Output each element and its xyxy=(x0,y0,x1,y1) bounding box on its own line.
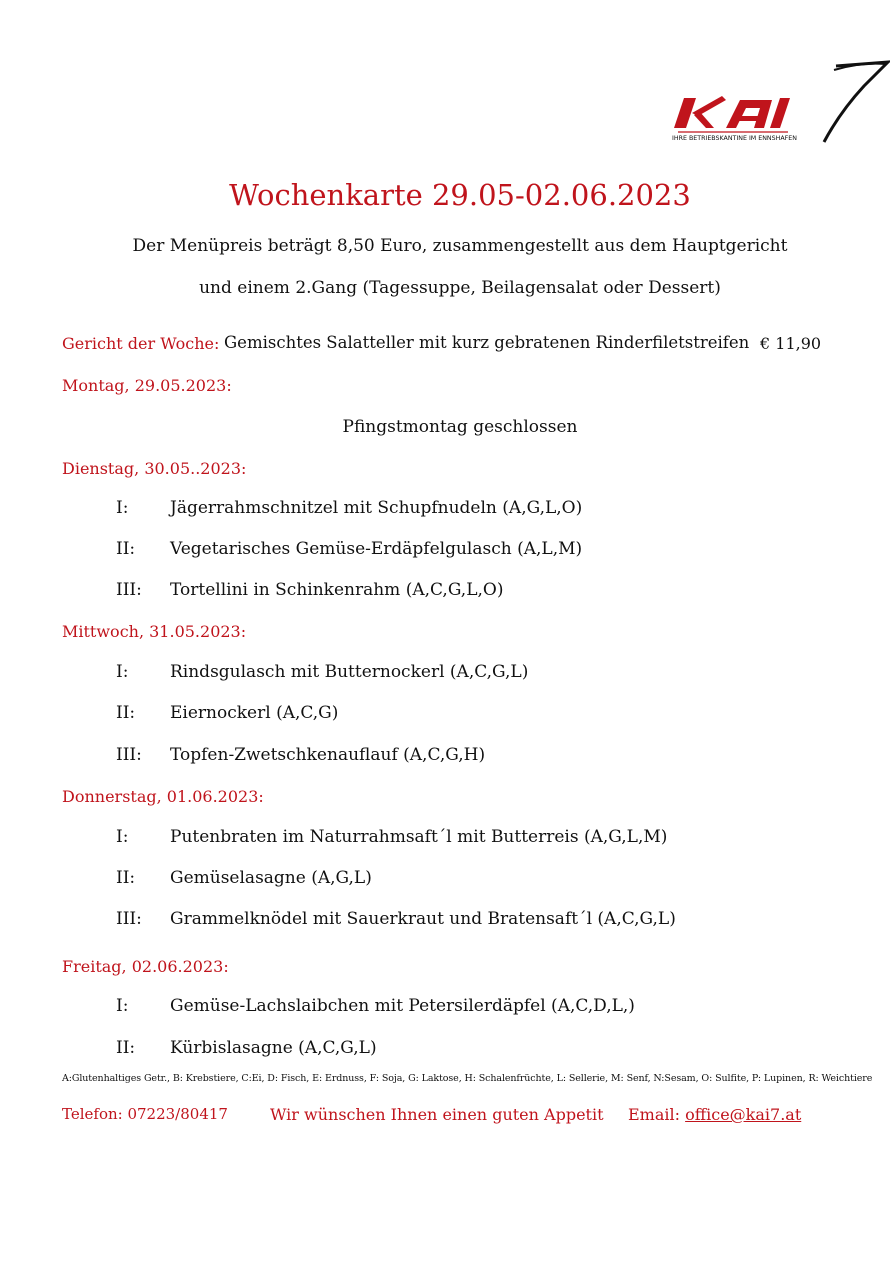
menu-dish: Vegetarisches Gemüse-Erdäpfelgulasch (A,L,M) xyxy=(170,539,583,559)
menu-dish: Gemüse-Lachslaibchen mit Petersilerdäpfel (A,C,D,L,) xyxy=(170,996,635,1016)
menu-dish: Jägerrahmschnitzel mit Schupfnudeln (A,G,L,O) xyxy=(170,498,583,518)
logo-tagline: IHRE BETRIEBSKANTINE IM ENNSHAFEN xyxy=(672,135,797,142)
menu-dish: Putenbraten im Naturrahmsaft´l mit Butterreis (A,G,L,M) xyxy=(170,827,668,847)
menu-dish: Gemüselasagne (A,G,L) xyxy=(170,868,372,888)
footer-email-label: Email: xyxy=(628,1105,681,1124)
page-title: Wochenkarte 29.05-02.06.2023 xyxy=(229,178,691,212)
kai7-logo xyxy=(668,58,890,148)
menu-number: II: xyxy=(116,868,136,888)
menu-dish: Eiernockerl (A,C,G) xyxy=(170,703,339,723)
menu-dish: Grammelknödel mit Sauerkraut und Bratensaft´l (A,C,G,L) xyxy=(170,909,676,929)
menu-number: II: xyxy=(116,539,136,559)
menu-dish: Rindsgulasch mit Butternockerl (A,C,G,L) xyxy=(170,662,529,682)
menu-number: II: xyxy=(116,703,136,723)
allergen-legend: A:Glutenhaltiges Getr., B: Krebstiere, C:Ei, D: Fisch, E: Erdnuss, F: Soja, G: Laktose, H: Schalenfrüchte, L: Sellerie, M: Senf, N:Sesam, O: Sulfite, P: Lupinen, R: Weichtiere xyxy=(62,1073,873,1084)
footer-email xyxy=(628,1105,801,1124)
email-link[interactable]: office@kai7.at xyxy=(685,1105,802,1124)
weekly-special-label: Gericht der Woche: xyxy=(62,334,220,353)
menu-number: II: xyxy=(116,1038,136,1058)
menu-number: I: xyxy=(116,827,129,847)
monday-note: Pfingstmontag geschlossen xyxy=(342,417,578,437)
menu-number: I: xyxy=(116,662,129,682)
weekly-special-price: € 11,90 xyxy=(760,334,822,353)
intro-line-2: und einem 2.Gang (Tagessuppe, Beilagensalat oder Dessert) xyxy=(199,278,721,298)
day-label-thursday: Donnerstag, 01.06.2023: xyxy=(62,787,264,806)
menu-dish: Tortellini in Schinkenrahm (A,C,G,L,O) xyxy=(170,580,504,600)
footer-phone: Telefon: 07223/80417 xyxy=(62,1105,228,1123)
menu-number: I: xyxy=(116,996,129,1016)
menu-number: III: xyxy=(116,909,142,929)
day-label-wednesday: Mittwoch, 31.05.2023: xyxy=(62,622,247,641)
menu-number: I: xyxy=(116,498,129,518)
menu-dish: Topfen-Zwetschkenauflauf (A,C,G,H) xyxy=(170,745,486,765)
footer-greeting: Wir wünschen Ihnen einen guten Appetit xyxy=(270,1105,604,1124)
weekly-special-dish: Gemischtes Salatteller mit kurz gebratenen Rinderfiletstreifen xyxy=(224,333,750,352)
day-label-monday: Montag, 29.05.2023: xyxy=(62,376,232,395)
menu-number: III: xyxy=(116,580,142,600)
menu-number: III: xyxy=(116,745,142,765)
menu-dish: Kürbislasagne (A,C,G,L) xyxy=(170,1038,377,1058)
day-label-tuesday: Dienstag, 30.05..2023: xyxy=(62,459,247,478)
intro-line-1: Der Menüpreis beträgt 8,50 Euro, zusammengestellt aus dem Hauptgericht xyxy=(132,236,788,256)
day-label-friday: Freitag, 02.06.2023: xyxy=(62,957,229,976)
